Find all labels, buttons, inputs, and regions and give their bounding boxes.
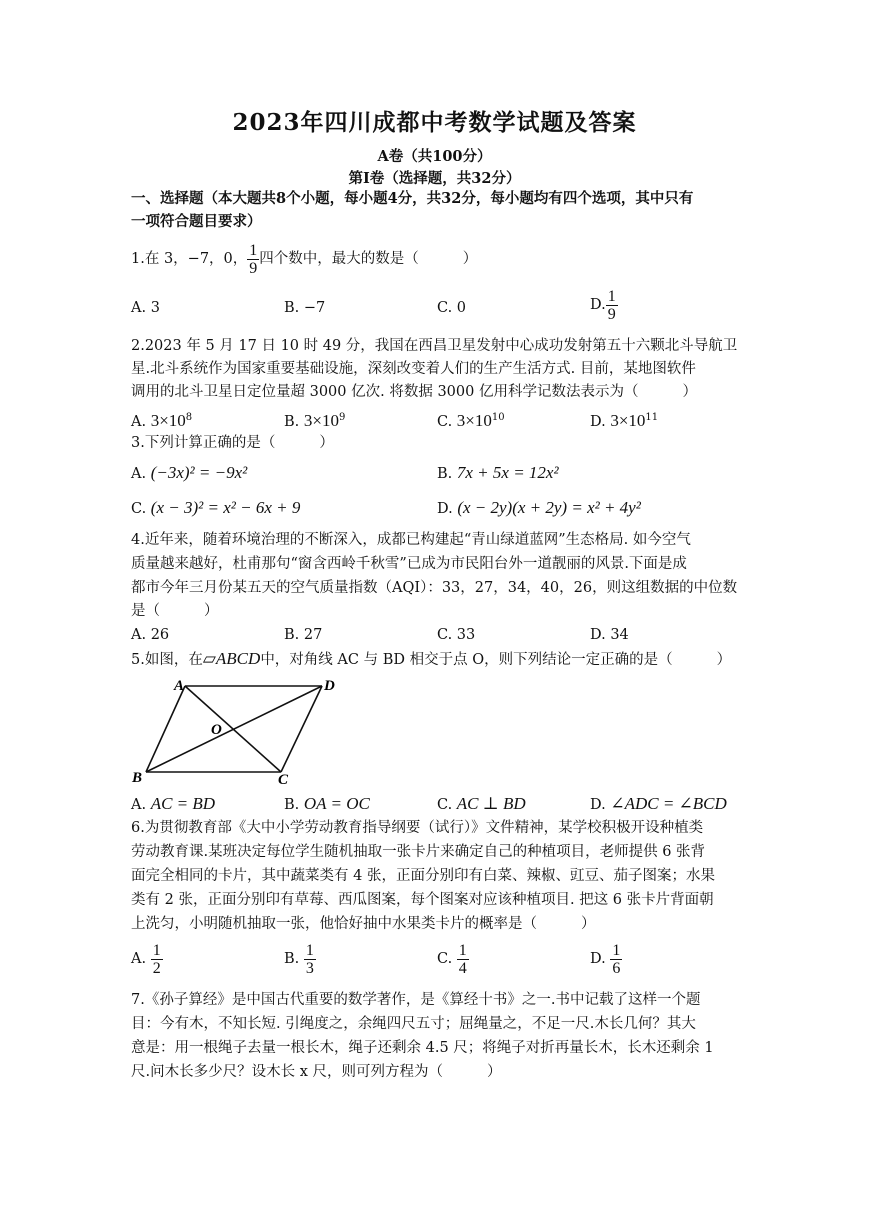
question-7-line1: 7.《孙子算经》是中国古代重要的数学著作，是《算经十书》之一.书中记载了这样一个题	[131, 992, 701, 1008]
question-7-line2: 目：今有木，不知长短. 引绳度之，余绳四尺五寸；屈绳量之，不足一尺.木长几何？其大	[131, 1016, 696, 1032]
q3-option-a[interactable]: A. (−3x)² = −9x²	[131, 463, 248, 482]
vertex-label-d: D	[324, 678, 335, 694]
q5-option-a[interactable]: A. AC = BD	[131, 794, 216, 813]
q2-option-a[interactable]: A. $3\times 10^8$	[131, 410, 193, 430]
q1-option-d[interactable]: D. $\frac{1}{9}$	[590, 287, 616, 323]
question-6-line1: 6.为贯彻教育部《大中小学劳动教育指导纲要（试行）》文件精神，某学校积极开设种植类	[131, 820, 704, 836]
question-2-line3: 调用的北斗卫星日定位量超 3000 亿次. 将数据 3000 亿用科学记数法表示为（ ）	[131, 384, 697, 400]
question-4-line2: 质量越来越好，杜甫那句“窗含西岭千秋雪”已成为市民阳台外一道靓丽的风景.下面是成	[131, 556, 687, 572]
q4-option-a[interactable]: A. 26	[131, 627, 170, 643]
question-4-line3: 都市今年三月份某五天的空气质量指数（AQI）：33，27，34，40，26，则这组数据的中位数	[131, 580, 738, 596]
q2-option-d[interactable]: D. $3\times 10^{11}$	[590, 410, 659, 430]
question-4-line4: 是（ ）	[131, 603, 219, 619]
edge-dc	[281, 686, 322, 772]
edge-ba	[146, 686, 185, 772]
vertex-label-c: C	[278, 772, 289, 788]
question-6-line5: 上洗匀，小明随机抽取一张，他恰好抽中水果类卡片的概率是（ ）	[131, 916, 596, 932]
q6-option-b[interactable]: B. $\frac{1}{3}$	[284, 941, 314, 977]
parallelogram-figure	[128, 672, 343, 792]
center-label-o: O	[211, 722, 222, 738]
q3-option-d[interactable]: D. (x − 2y)(x + 2y) = x² + 4y²	[437, 498, 641, 517]
q1-option-b[interactable]: B. −7	[284, 300, 326, 316]
question-7-line3: 意是：用一根绳子去量一根长木，绳子还剩余 4.5 尺；将绳子对折再量长木，长木还剩余 1	[131, 1040, 714, 1056]
q1-stem-post: 四个数中，最大的数是（	[259, 251, 419, 267]
q6-option-d[interactable]: D. $\frac{1}{6}$	[590, 941, 621, 977]
vertex-label-a: A	[174, 678, 185, 694]
q6-option-a[interactable]: A. $\frac{1}{2}$	[131, 941, 161, 977]
q1-option-c[interactable]: C. 0	[437, 300, 467, 316]
section-heading-line1: 一、选择题（本大题共8个小题，每小题4分，共32分，每小题均有四个选项，其中只有	[131, 190, 694, 207]
question-5-stem: 5.如图，在▱ABCD中，对角线 AC 与 BD 相交于点 O，则下列结论一定正确的是（ ）	[131, 649, 732, 668]
question-2-line1: 2.2023 年 5 月 17 日 10 时 49 分，我国在西昌卫星发射中心成功发射第五十六颗北斗导航卫	[131, 338, 738, 354]
q4-option-c[interactable]: C. 33	[437, 627, 476, 643]
volume-heading: A卷（共100分）	[377, 148, 492, 165]
q1-fraction: $\frac{1}{9}$	[249, 241, 258, 277]
q4-option-b[interactable]: B. 27	[284, 627, 323, 643]
part-heading: 第Ⅰ卷（选择题，共32分）	[348, 170, 521, 187]
question-6-line4: 类有 2 张，正面分别印有草莓、西瓜图案，每个图案对应该种植项目. 把这 6 张卡片背面朝	[131, 892, 714, 908]
question-7-line4: 尺.问木长多少尺？设木长 x 尺，则可列方程为（ ）	[131, 1064, 502, 1080]
vertex-label-b: B	[132, 770, 143, 786]
q3-option-c[interactable]: C. (x − 3)² = x² − 6x + 9	[131, 498, 301, 517]
q5-option-c[interactable]: C. AC ⊥ BD	[437, 794, 526, 813]
q5-option-b[interactable]: B. OA = OC	[284, 794, 370, 813]
q6-option-c[interactable]: C. $\frac{1}{4}$	[437, 941, 467, 977]
q4-option-d[interactable]: D. 34	[590, 627, 629, 643]
question-1-stem: 1.在 3，−7，0， $\frac{1}{9}$ 四个数中，最大的数是（ ）	[131, 241, 478, 277]
question-4-line1: 4.近年来，随着环境治理的不断深入，成都已构建起“青山绿道蓝网”生态格局. 如今空气	[131, 532, 691, 548]
question-2-line2: 星.北斗系统作为国家重要基础设施，深刻改变着人们的生产生活方式. 目前，某地图软件	[131, 361, 696, 377]
section-heading-line2: 一项符合题目要求）	[131, 213, 262, 230]
question-6-line3: 面完全相同的卡片，其中蔬菜类有 4 张，正面分别印有白菜、辣椒、豇豆、茄子图案；水果	[131, 868, 715, 884]
q1-option-a[interactable]: A. 3	[131, 300, 160, 316]
q3-option-b[interactable]: B. 7x + 5x = 12x²	[437, 463, 559, 482]
q5-option-d[interactable]: D. ∠ADC = ∠BCD	[590, 794, 727, 813]
q1-stem-pre: 1.在 3，−7，0，	[131, 251, 248, 267]
diagonal-bd	[146, 686, 322, 772]
q2-option-b[interactable]: B. $3\times 10^9$	[284, 410, 346, 430]
question-6-line2: 劳动教育课.某班决定每位学生随机抽取一张卡片来确定自己的种植项目，老师提供 6 张背	[131, 844, 706, 860]
question-3-stem: 3.下列计算正确的是（ ）	[131, 435, 334, 451]
q2-option-c[interactable]: C. $3\times 10^{10}$	[437, 410, 505, 430]
exam-title: 2023年四川成都中考数学试题及答案	[232, 109, 637, 136]
